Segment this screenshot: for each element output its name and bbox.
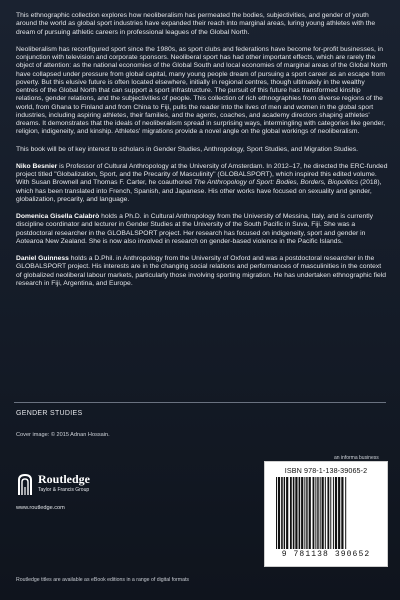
- barcode-bar: [276, 477, 277, 549]
- informa-tagline: an informa business: [334, 455, 379, 461]
- publisher-name: Routledge: [38, 472, 90, 486]
- barcode-bar: [333, 477, 334, 549]
- barcode-bar: [335, 477, 337, 549]
- barcode-bar: [278, 477, 280, 549]
- barcode-bar: [299, 477, 301, 549]
- barcode-bar: [330, 477, 331, 549]
- bio-text: (2018), which has been translated into French, Spanish, and Japanese. His other works have focused on sexuality and gender, globalization, precarity, and language.: [16, 179, 382, 203]
- barcode-bar: [286, 477, 288, 549]
- bio-domenica-calabro: [16, 213, 388, 246]
- bio-text: is Professor of Cultural Anthropology at the University of Amsterdam. In 2012–17, he directed the ERC-funded project titled "Globalization, Sport, and the Precarity of Masculinity" (GLOBALSPORT), which inspired this edited volume. With Susan Brownell and Thomas F. Carter, he coauthored: [16, 162, 388, 187]
- barcode-bar: [338, 477, 340, 549]
- barcode-bars: [275, 477, 379, 549]
- subject-category: GENDER STUDIES: [16, 410, 83, 417]
- publisher-logo: [16, 470, 108, 500]
- isbn-label: ISBN 978-1-138-39065-2: [284, 466, 368, 475]
- bio-daniel-guinness: [16, 255, 388, 288]
- barcode-bar: [341, 477, 343, 549]
- barcode: [264, 461, 388, 567]
- barcode-bar: [327, 477, 329, 549]
- barcode-bar: [309, 477, 311, 549]
- barcode-bar: [281, 477, 283, 549]
- barcode-bar: [301, 477, 303, 549]
- barcode-bar: [304, 477, 305, 549]
- publisher-tagline: Taylor & Francis Group: [38, 487, 90, 493]
- barcode-bar: [295, 477, 297, 549]
- barcode-bar: [345, 477, 346, 549]
- barcode-bar: [306, 477, 307, 549]
- divider: [14, 402, 386, 403]
- bio-name: Niko Besnier: [16, 162, 58, 170]
- barcode-digits: 9 781138 390652: [281, 550, 371, 559]
- barcode-bar: [313, 477, 315, 549]
- barcode-bar: [317, 477, 318, 549]
- barcode-bar: [320, 477, 321, 549]
- barcode-bar: [290, 477, 292, 549]
- barcode-bar: [293, 477, 295, 549]
- bio-niko-besnier: [16, 163, 388, 204]
- bio-name: Domenica Gisella Calabrò: [16, 213, 100, 220]
- ebook-note: Routledge titles are available as eBook editions in a range of digital formats: [16, 577, 190, 583]
- bio-name: Daniel Guinness: [16, 255, 69, 262]
- back-cover-text: [16, 12, 388, 297]
- bio-text: holds a D.Phil. in Anthropology from the University of Oxford and was a postdoctoral researcher in the GLOBALSPORT project. His interests are in the changing social relations and performances of masculinities in the context of globalized neoliberal labour markets, particularly those involving sporting migration. He has undertaken ethnographic field research in Fiji, Argentina, and Europe.: [16, 255, 386, 287]
- barcode-bar: [315, 477, 316, 549]
- publisher-url: www.routledge.com: [16, 505, 65, 511]
- barcode-bar: [284, 477, 285, 549]
- bio-text: holds a Ph.D. in Cultural Anthropology from the University of Messina, Italy, and is currently discipline coordinator and lecturer in Gender Studies at the University of the South Pacific in Suva, Fiji. She was a postdoctoral researcher in the GLOBALSPORT project. Her research has focused on indigeneity, sport and gender in Aotearoa New Zealand. She is now also involved in research on gender-based violence in the Pacific Islands.: [16, 213, 374, 245]
- barcode-bar: [325, 477, 326, 549]
- barcode-bar: [322, 477, 324, 549]
- description-paragraph-1: This ethnographic collection explores how neoliberalism has permeated the bodies, subjectivities, and gender of youth around the world as global sport industries have expanded their reach into marginal areas, luring young athletes with the dream of pursuing athletic careers in professional leagues of the Global North.: [16, 12, 376, 36]
- routledge-icon: [16, 474, 34, 496]
- cover-image-credit: Cover image: © 2015 Adnan Hossain.: [16, 432, 110, 438]
- bio-book-title: The Anthropology of Sport: Bodies, Borders, Biopolitics: [193, 179, 359, 187]
- description-paragraph-3: This book will be of key interest to scholars in Gender Studies, Anthropology, Sport Studies, and Migration Studies.: [16, 145, 359, 153]
- description-paragraph-2: Neoliberalism has reconfigured sport since the 1980s, as sport clubs and federations have become for-profit businesses, in conjunction with television and corporate sponsors. Neoliberal sport has had other important effects, which are rarely the object of attention: as the national economies of the Global South and local economies of marginal areas of the Global North have collapsed under pressure from global capital, many young people dream of pursuing a sport career as an escape from poverty. But this elusive future is often located elsewhere, initially in regional centres, though ultimately in the wealthy centres of the Global North that can support a sport infrastructure. The pursuit of this future has transformed kinship relations, gender relations, and the subjectivities of people. This collection of rich ethnographies from diverse regions of the world, from Ghana to Finland and from China to Fiji, pulls the reader into the lives of men and women in the global sport industries, including aspiring athletes, their families, and the agents, coaches, and academy directors shaping athletes' dreams. It demonstrates that the ideals of neoliberalism spread in surprising ways, intermingling with categories like gender, religion, indigeneity, and kinship. Athletes' migrations provide a novel angle on the global workings of neoliberalism.: [16, 45, 388, 136]
